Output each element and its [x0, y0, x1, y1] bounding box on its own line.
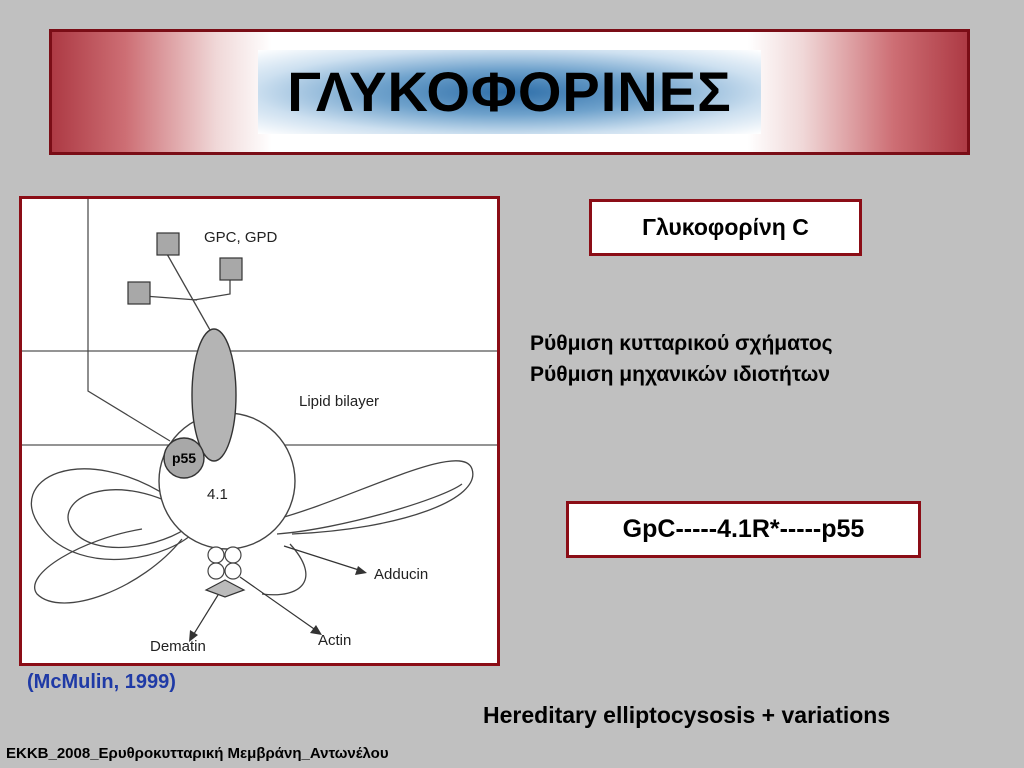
spectrin-loop-small: [262, 544, 306, 595]
adducin-circle-1: [208, 547, 224, 563]
adducin-circle-4: [225, 563, 241, 579]
actin-label: Actin: [318, 632, 352, 649]
glycophorin-c-label: Γλυκοφορίνη C: [642, 214, 809, 240]
functions-list: [530, 328, 833, 390]
p55-label: p55: [171, 450, 197, 466]
slide-title: ΓΛΥΚΟΦΟΡΙΝΕΣ: [287, 60, 732, 123]
adducin-arrow: [284, 546, 362, 571]
actin-arrow: [240, 577, 317, 631]
membrane-diagram: [19, 196, 500, 666]
glycophorin-c-box: [589, 199, 862, 256]
glycophorin-c-shape: [192, 329, 236, 461]
title-banner: [49, 29, 970, 155]
function-item: Ρύθμιση κυτταρικού σχήματος: [530, 332, 833, 355]
adducin-circle-3: [208, 563, 224, 579]
membrane-diagram-svg: [22, 199, 497, 663]
function-item: Ρύθμιση μηχανικών ιδιοτήτων: [530, 363, 831, 386]
complex-box: [566, 501, 921, 558]
glycan-stalk-main: [167, 254, 210, 330]
spectrin-loop-right: [277, 461, 473, 534]
adducin-arrowhead: [355, 566, 367, 575]
lipid-bilayer-label: Lipid bilayer: [299, 393, 380, 410]
dematin-diamond: [206, 580, 244, 597]
adducin-label: Adducin: [374, 566, 429, 583]
glycan-square-top: [157, 233, 179, 255]
glycan-branch-left: [144, 296, 197, 300]
gpc-gpd-label: GPC, GPD: [204, 229, 278, 246]
citation: (McMulin, 1999): [27, 671, 176, 693]
dematin-label: Dematin: [150, 638, 206, 655]
glycan-square-left: [128, 282, 150, 304]
footer-text: ΕΚΚΒ_2008_Ερυθροκυτταρική Μεμβράνη_Αντωνέλου: [6, 745, 389, 762]
adducin-circle-2: [225, 547, 241, 563]
glycan-square-right: [220, 258, 242, 280]
protein-41-label: 4.1: [207, 486, 228, 503]
dematin-arrow: [192, 595, 218, 637]
complex-label: GpC-----4.1R*-----p55: [622, 515, 865, 543]
disease-note: Hereditary elliptocysosis + variations: [483, 702, 891, 728]
